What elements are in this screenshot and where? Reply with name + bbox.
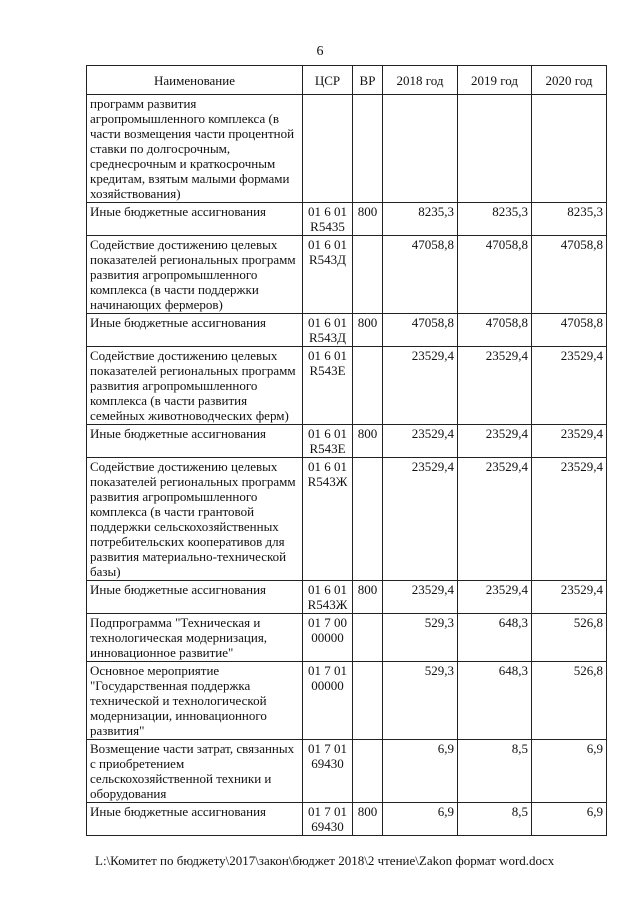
- cell-vr: 800: [353, 581, 383, 614]
- cell-name: Иные бюджетные ассигнования: [87, 203, 303, 236]
- cell-2018: 23529,4: [383, 458, 458, 581]
- cell-name: Содействие достижению целевых показателей региональных программ развития агропромышленного комплекса (в части развития семейных животноводческих ферм): [87, 347, 303, 425]
- cell-2018: 6,9: [383, 803, 458, 836]
- cell-2020: 23529,4: [532, 347, 607, 425]
- cell-vr: 800: [353, 425, 383, 458]
- cell-vr: 800: [353, 803, 383, 836]
- column-header-2020: 2020 год: [532, 66, 607, 95]
- cell-vr: [353, 458, 383, 581]
- cell-2018: 23529,4: [383, 581, 458, 614]
- cell-csr: 01 6 01 R543Д: [303, 236, 353, 314]
- budget-table: [86, 65, 607, 836]
- cell-2019: 648,3: [458, 614, 532, 662]
- table-row: [87, 458, 607, 581]
- cell-2020: [532, 95, 607, 203]
- cell-name: Содействие достижению целевых показателей региональных программ развития агропромышленного комплекса (в части грантовой поддержки сельскохозяйственных потребительских кооперативов для развития материально-технической базы): [87, 458, 303, 581]
- cell-2020: 6,9: [532, 803, 607, 836]
- table-row: [87, 347, 607, 425]
- table-row: [87, 662, 607, 740]
- cell-csr: 01 7 01 69430: [303, 740, 353, 803]
- table-row: [87, 95, 607, 203]
- page-number: 6: [316, 44, 324, 59]
- cell-name: Подпрограмма "Техническая и технологическая модернизация, инновационное развитие": [87, 614, 303, 662]
- cell-2019: 23529,4: [458, 581, 532, 614]
- cell-2018: 47058,8: [383, 236, 458, 314]
- cell-2020: 6,9: [532, 740, 607, 803]
- cell-csr: 01 7 01 00000: [303, 662, 353, 740]
- cell-2018: [383, 95, 458, 203]
- cell-vr: [353, 236, 383, 314]
- cell-name: Иные бюджетные ассигнования: [87, 425, 303, 458]
- cell-2018: 529,3: [383, 662, 458, 740]
- column-header-2019: 2019 год: [458, 66, 532, 95]
- cell-name: Содействие достижению целевых показателей региональных программ развития агропромышленного комплекса (в части поддержки начинающих фермеров): [87, 236, 303, 314]
- table-row: [87, 803, 607, 836]
- cell-2019: 8,5: [458, 740, 532, 803]
- cell-2020: 8235,3: [532, 203, 607, 236]
- cell-vr: [353, 740, 383, 803]
- cell-name: программ развития агропромышленного комплекса (в части возмещения части процентной ставки по долгосрочным, среднесрочным и краткосрочным кредитам, взятым малыми формами хозяйствования): [87, 95, 303, 203]
- cell-name: Иные бюджетные ассигнования: [87, 314, 303, 347]
- cell-csr: 01 6 01 R543Е: [303, 347, 353, 425]
- cell-csr: 01 7 00 00000: [303, 614, 353, 662]
- column-header-csr: ЦСР: [303, 66, 353, 95]
- cell-2020: 23529,4: [532, 425, 607, 458]
- cell-2019: 23529,4: [458, 458, 532, 581]
- cell-2019: 47058,8: [458, 236, 532, 314]
- cell-2020: 526,8: [532, 662, 607, 740]
- cell-2020: 47058,8: [532, 314, 607, 347]
- cell-2019: 47058,8: [458, 314, 532, 347]
- cell-2019: 23529,4: [458, 347, 532, 425]
- cell-csr: 01 6 01 R543Е: [303, 425, 353, 458]
- column-header-2018: 2018 год: [383, 66, 458, 95]
- cell-vr: [353, 614, 383, 662]
- cell-vr: [353, 662, 383, 740]
- cell-name: Иные бюджетные ассигнования: [87, 581, 303, 614]
- column-header-vr: ВР: [353, 66, 383, 95]
- table-row: [87, 614, 607, 662]
- table-row: [87, 236, 607, 314]
- cell-2018: 47058,8: [383, 314, 458, 347]
- cell-2019: 23529,4: [458, 425, 532, 458]
- cell-vr: 800: [353, 203, 383, 236]
- cell-2019: 8235,3: [458, 203, 532, 236]
- table-header-row: [87, 66, 607, 95]
- cell-csr: 01 6 01 R543Ж: [303, 581, 353, 614]
- table-row: [87, 425, 607, 458]
- cell-vr: [353, 347, 383, 425]
- cell-csr: 01 6 01 R5435: [303, 203, 353, 236]
- table-row: [87, 581, 607, 614]
- cell-csr: 01 6 01 R543Д: [303, 314, 353, 347]
- table-row: [87, 740, 607, 803]
- cell-2018: 6,9: [383, 740, 458, 803]
- cell-csr: [303, 95, 353, 203]
- table-row: [87, 203, 607, 236]
- cell-2019: 648,3: [458, 662, 532, 740]
- column-header-name: Наименование: [87, 66, 303, 95]
- cell-2020: 526,8: [532, 614, 607, 662]
- cell-2020: 23529,4: [532, 581, 607, 614]
- cell-2018: 529,3: [383, 614, 458, 662]
- cell-vr: [353, 95, 383, 203]
- cell-name: Основное мероприятие "Государственная поддержка технической и технологической модернизации, инновационного развития": [87, 662, 303, 740]
- table-row: [87, 314, 607, 347]
- cell-2020: 23529,4: [532, 458, 607, 581]
- cell-vr: 800: [353, 314, 383, 347]
- cell-name: Возмещение части затрат, связанных с приобретением сельскохозяйственной техники и оборудования: [87, 740, 303, 803]
- cell-2018: 23529,4: [383, 347, 458, 425]
- cell-2019: [458, 95, 532, 203]
- cell-2020: 47058,8: [532, 236, 607, 314]
- cell-2019: 8,5: [458, 803, 532, 836]
- cell-name: Иные бюджетные ассигнования: [87, 803, 303, 836]
- cell-2018: 8235,3: [383, 203, 458, 236]
- cell-csr: 01 7 01 69430: [303, 803, 353, 836]
- file-path-footer: L:\Комитет по бюджету\2017\закон\бюджет 2018\2 чтение\Zakon формат word.docx: [95, 853, 555, 868]
- cell-2018: 23529,4: [383, 425, 458, 458]
- cell-csr: 01 6 01 R543Ж: [303, 458, 353, 581]
